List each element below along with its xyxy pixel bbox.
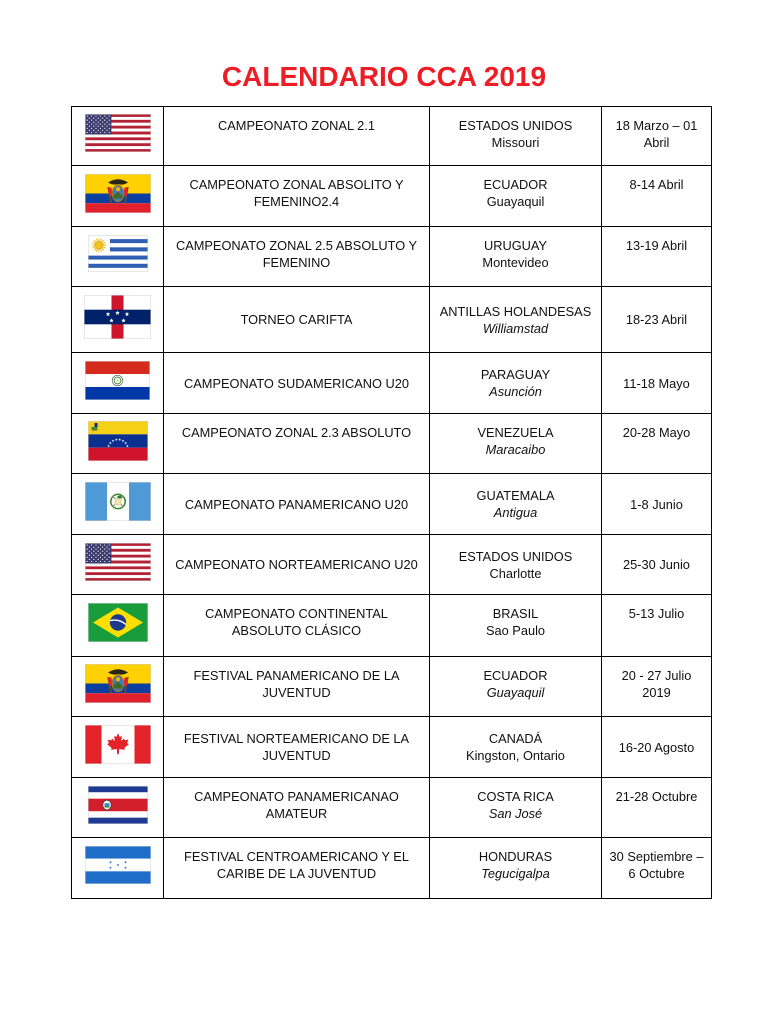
event-dates: 1-8 Junio	[602, 474, 712, 535]
venue-cell	[430, 107, 602, 166]
country-name: BRASIL	[492, 606, 539, 621]
venue-cell	[430, 474, 602, 535]
calendar-row	[72, 838, 712, 899]
venue-cell	[430, 166, 602, 227]
event-dates: 11-18 Mayo	[602, 353, 712, 414]
calendar-row	[72, 474, 712, 535]
event-name: TORNEO CARIFTA	[164, 287, 430, 353]
event-name: FESTIVAL CENTROAMERICANO Y EL CARIBE DE LA JUVENTUD	[164, 838, 430, 899]
country-name: ESTADOS UNIDOS	[458, 118, 573, 133]
country-name: ANTILLAS HOLANDESAS	[439, 303, 592, 319]
guatemala-flag-icon	[85, 482, 151, 521]
event-name: CAMPEONATO ZONAL 2.1	[164, 107, 430, 166]
venue-cell	[430, 657, 602, 717]
country-name: ECUADOR	[483, 668, 548, 683]
city-name: Sao Paulo	[485, 623, 546, 638]
calendar-body	[72, 107, 712, 899]
country-name: VENEZUELA	[477, 425, 554, 440]
venue-cell	[430, 717, 602, 778]
flag-cell	[72, 414, 164, 474]
venue-cell	[430, 353, 602, 414]
uruguay-flag-icon	[88, 235, 148, 272]
honduras-flag-icon	[85, 846, 151, 884]
city-name: Antigua	[493, 505, 538, 520]
event-name: CAMPEONATO CONTINENTAL ABSOLUTO CLÁSICO	[164, 595, 430, 657]
city-name: Kingston, Ontario	[466, 748, 565, 763]
country-name: GUATEMALA	[476, 488, 555, 503]
calendar-row	[72, 353, 712, 414]
calendar-row	[72, 595, 712, 657]
calendar-row	[72, 287, 712, 353]
flag-cell	[72, 535, 164, 595]
flag-cell	[72, 717, 164, 778]
event-name: CAMPEONATO NORTEAMERICANO U20	[164, 535, 430, 595]
event-name: CAMPEONATO PANAMERICANO U20	[164, 474, 430, 535]
venue-cell	[430, 535, 602, 595]
event-dates: 30 Septiembre – 6 Octubre	[602, 838, 712, 899]
calendar-row	[72, 657, 712, 717]
event-dates: 16-20 Agosto	[602, 717, 712, 778]
event-dates: 8-14 Abril	[602, 166, 712, 227]
calendar-row	[72, 166, 712, 227]
flag-cell	[72, 166, 164, 227]
venezuela-flag-icon	[88, 421, 148, 461]
event-name: CAMPEONATO PANAMERICANAO AMATEUR	[164, 778, 430, 838]
venue-cell	[430, 595, 602, 657]
calendar-row	[72, 535, 712, 595]
event-name: CAMPEONATO SUDAMERICANO U20	[164, 353, 430, 414]
calendar-row	[72, 717, 712, 778]
costa-rica-flag-icon	[88, 786, 148, 824]
flag-cell	[72, 838, 164, 899]
country-name: CANADÁ	[488, 731, 543, 746]
event-dates: 5-13 Julio	[602, 595, 712, 657]
event-name: FESTIVAL PANAMERICANO DE LA JUVENTUD	[164, 657, 430, 717]
flag-cell	[72, 778, 164, 838]
city-name: Williamstad	[482, 320, 549, 336]
event-name: FESTIVAL NORTEAMERICANO DE LA JUVENTUD	[164, 717, 430, 778]
flag-cell	[72, 474, 164, 535]
venue-cell	[430, 838, 602, 899]
event-dates: 20-28 Mayo	[602, 414, 712, 474]
event-dates: 20 - 27 Julio 2019	[602, 657, 712, 717]
usa-flag-icon	[85, 114, 151, 152]
city-name: Asunción	[489, 384, 542, 399]
event-dates: 13-19 Abril	[602, 227, 712, 287]
calendar-table	[71, 106, 712, 899]
country-name: URUGUAY	[483, 238, 548, 253]
event-name: CAMPEONATO ZONAL ABSOLITO Y FEMENINO2.4	[164, 166, 430, 227]
city-name: Guayaquil	[486, 685, 545, 700]
country-name: COSTA RICA	[477, 789, 554, 804]
calendar-row	[72, 107, 712, 166]
event-dates: 21-28 Octubre	[602, 778, 712, 838]
event-name: CAMPEONATO ZONAL 2.3 ABSOLUTO	[164, 414, 430, 474]
city-name: Charlotte	[489, 565, 542, 581]
venue-cell	[430, 287, 602, 353]
ecuador-flag-icon	[85, 174, 151, 213]
event-dates: 18 Marzo – 01 Abril	[602, 107, 712, 166]
event-dates: 18-23 Abril	[602, 287, 712, 353]
city-name: Missouri	[491, 135, 540, 150]
country-name: PARAGUAY	[480, 367, 551, 382]
ecuador-flag-icon	[85, 664, 151, 703]
brazil-flag-icon	[88, 603, 148, 642]
city-name: San José	[488, 806, 543, 821]
country-name: ESTADOS UNIDOS	[458, 548, 573, 564]
calendar-row	[72, 778, 712, 838]
canada-flag-icon	[85, 725, 151, 764]
flag-cell	[72, 657, 164, 717]
city-name: Maracaibo	[485, 442, 546, 457]
event-name: CAMPEONATO ZONAL 2.5 ABSOLUTO Y FEMENINO	[164, 227, 430, 287]
flag-cell	[72, 353, 164, 414]
venue-cell	[430, 227, 602, 287]
venue-cell	[430, 414, 602, 474]
event-dates: 25-30 Junio	[602, 535, 712, 595]
flag-cell	[72, 287, 164, 353]
flag-cell	[72, 107, 164, 166]
flag-cell	[72, 227, 164, 287]
city-name: Guayaquil	[486, 194, 545, 209]
city-name: Tegucigalpa	[481, 866, 550, 881]
city-name: Montevideo	[482, 255, 549, 270]
usa-flag-icon	[85, 543, 151, 581]
page-title: CALENDARIO CCA 2019	[221, 61, 547, 92]
paraguay-flag-icon	[85, 361, 150, 400]
calendar-row	[72, 227, 712, 287]
venue-cell	[430, 778, 602, 838]
calendar-row	[72, 414, 712, 474]
netherlands-antilles-flag-icon	[84, 295, 151, 339]
country-name: ECUADOR	[483, 177, 548, 192]
country-name: HONDURAS	[478, 849, 553, 864]
flag-cell	[72, 595, 164, 657]
